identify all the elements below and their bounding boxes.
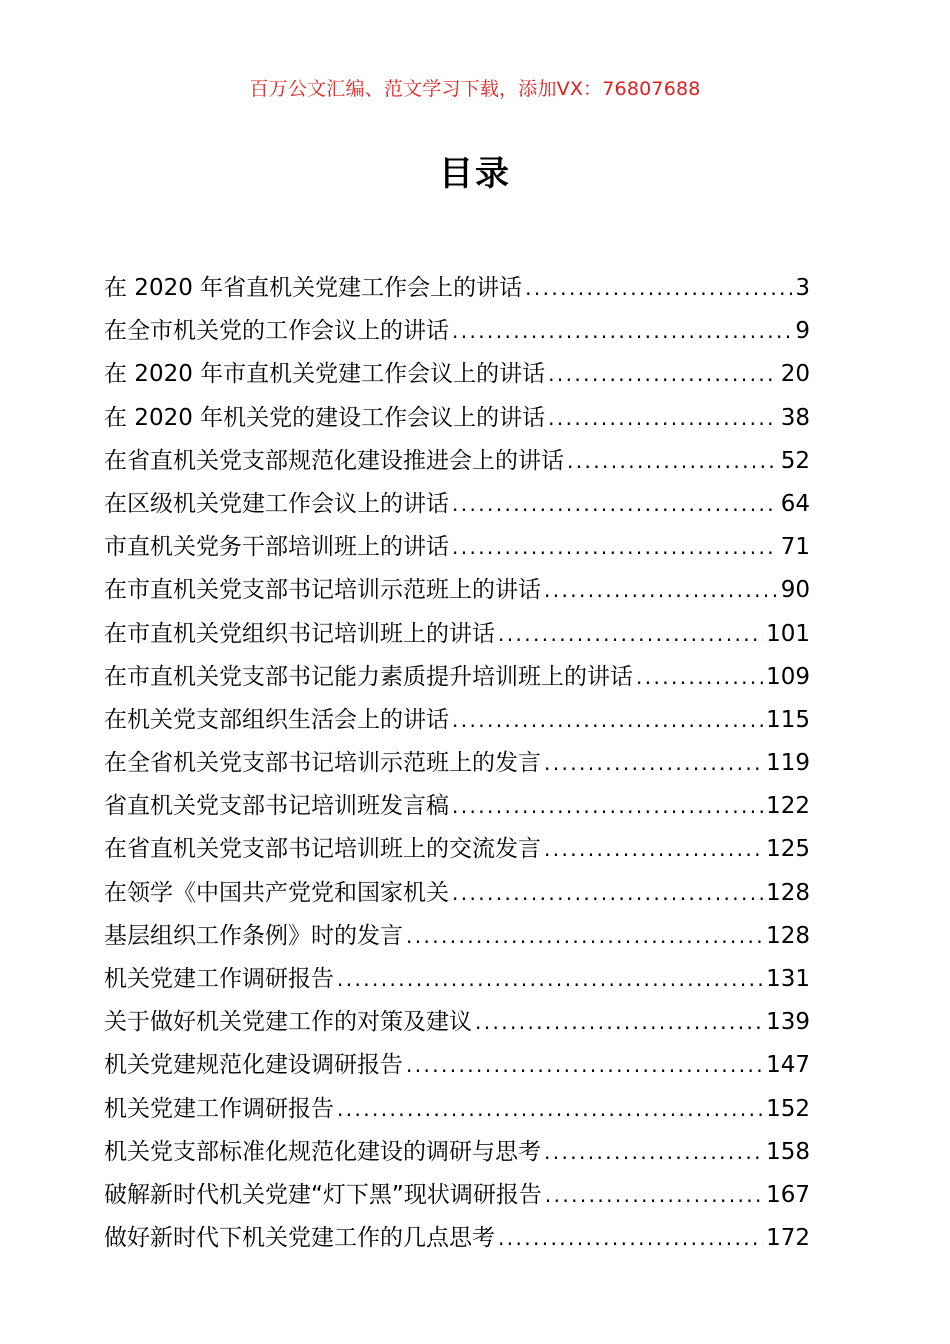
- toc-entry-page-number: 131: [766, 966, 810, 992]
- toc-dot-leader: [567, 440, 778, 483]
- toc-entry[interactable]: [104, 872, 810, 915]
- toc-entry-title: 破解新时代机关党建“灯下黑”现状调研报告: [104, 1181, 542, 1208]
- toc-entry[interactable]: [104, 353, 810, 396]
- toc-entry-title: 机关党建工作调研报告: [104, 966, 334, 992]
- toc-entry-page-number: 9: [795, 318, 810, 345]
- toc-entry[interactable]: [104, 785, 810, 828]
- toc-dot-leader: [475, 1001, 763, 1044]
- toc-entry-page-number: 125: [766, 836, 810, 863]
- toc-entry-page-number: 119: [766, 750, 810, 777]
- toc-entry-page-number: 20: [780, 361, 810, 388]
- toc-entry-title: 在全市机关党的工作会议上的讲话: [104, 318, 449, 345]
- toc-entry[interactable]: [104, 1001, 810, 1044]
- toc-entry-title: 在 2020 年市直机关党建工作会议上的讲话: [104, 361, 546, 388]
- toc-dot-leader: [544, 1131, 763, 1174]
- toc-entry[interactable]: [104, 310, 810, 353]
- toc-entry-page-number: 122: [766, 793, 810, 820]
- toc-dot-leader: [452, 526, 778, 569]
- toc-dot-leader: [544, 569, 778, 612]
- toc-title: 目录: [439, 154, 511, 194]
- toc-dot-leader: [452, 310, 792, 353]
- toc-dot-leader: [337, 1088, 763, 1131]
- toc-entry[interactable]: [104, 915, 810, 958]
- toc-entry-page-number: 152: [766, 1095, 810, 1122]
- toc-dot-leader: [452, 872, 763, 915]
- toc-entry[interactable]: [104, 267, 810, 310]
- toc-entry-page-number: 158: [766, 1138, 810, 1165]
- toc-entry[interactable]: [104, 483, 810, 526]
- toc-dot-leader: [636, 656, 763, 699]
- toc-dot-leader: [406, 1044, 763, 1087]
- toc-entry-title: 在区级机关党建工作会议上的讲话: [104, 490, 449, 517]
- toc-entry-page-number: 139: [766, 1009, 810, 1036]
- toc-entry-page-number: 52: [780, 447, 810, 474]
- toc-entry-title: 在市直机关党组织书记培训班上的讲话: [104, 620, 495, 647]
- toc-entry-title: 机关党支部标准化规范化建设的调研与思考: [104, 1138, 541, 1165]
- toc-entry-page-number: 71: [780, 534, 810, 561]
- toc-entry-page-number: 115: [766, 706, 810, 733]
- toc-entry[interactable]: [104, 656, 810, 699]
- toc-entry-title: 做好新时代下机关党建工作的几点思考: [104, 1225, 495, 1252]
- toc-dot-leader: [544, 742, 763, 785]
- toc-dot-leader: [545, 1174, 763, 1217]
- header-note: 百万公文汇编、范文学习下载，添加VX：76807688: [249, 78, 701, 100]
- toc-dot-leader: [452, 699, 763, 742]
- toc-entry-page-number: 147: [766, 1052, 810, 1079]
- toc-entry-page-number: 64: [780, 490, 810, 517]
- toc-entry[interactable]: [104, 699, 810, 742]
- toc-entry[interactable]: [104, 397, 810, 440]
- toc-entry[interactable]: [104, 1217, 810, 1260]
- toc-entry[interactable]: [104, 1044, 810, 1087]
- toc-entry-page-number: 167: [766, 1181, 810, 1208]
- toc-entry-title: 关于做好机关党建工作的对策及建议: [104, 1009, 472, 1036]
- toc-dot-leader: [544, 828, 763, 871]
- toc-entry-title: 市直机关党务干部培训班上的讲话: [104, 534, 449, 561]
- toc-entry-title: 在 2020 年机关党的建设工作会议上的讲话: [104, 404, 546, 431]
- toc-entry[interactable]: [104, 613, 810, 656]
- toc-dot-leader: [548, 353, 778, 396]
- toc-entry[interactable]: [104, 440, 810, 483]
- toc-entry[interactable]: [104, 569, 810, 612]
- toc-entry-page-number: 38: [780, 404, 810, 431]
- toc-entry-page-number: 3: [795, 275, 810, 301]
- toc-dot-leader: [498, 1217, 763, 1260]
- toc-entry-page-number: 128: [766, 922, 810, 949]
- toc-entry-title: 在机关党支部组织生活会上的讲话: [104, 706, 449, 733]
- toc-entry-title: 机关党建规范化建设调研报告: [104, 1052, 403, 1079]
- toc-entry-title: 机关党建工作调研报告: [104, 1095, 334, 1122]
- toc-dot-leader: [337, 958, 763, 1001]
- toc-entry-title: 在全省机关党支部书记培训示范班上的发言: [104, 750, 541, 777]
- toc-entry-title: 在市直机关党支部书记能力素质提升培训班上的讲话: [104, 663, 633, 690]
- toc-entry[interactable]: [104, 958, 810, 1001]
- toc-dot-leader: [452, 483, 778, 526]
- toc-entry-page-number: 101: [766, 620, 810, 647]
- toc-dot-leader: [525, 267, 792, 310]
- toc-dot-leader: [406, 915, 763, 958]
- toc-entry[interactable]: [104, 742, 810, 785]
- toc-entry-page-number: 109: [766, 663, 810, 690]
- toc-entry[interactable]: [104, 1174, 810, 1217]
- toc-dot-leader: [548, 397, 778, 440]
- toc-entry-title: 在省直机关党支部书记培训班上的交流发言: [104, 836, 541, 863]
- toc-entry-page-number: 128: [766, 879, 810, 906]
- table-of-contents: [104, 267, 810, 1260]
- toc-entry-page-number: 90: [780, 577, 810, 604]
- toc-entry-page-number: 172: [766, 1225, 810, 1252]
- toc-entry[interactable]: [104, 1131, 810, 1174]
- toc-entry-title: 基层组织工作条例》时的发言: [104, 922, 403, 949]
- toc-entry-title: 在领学《中国共产党党和国家机关: [104, 879, 449, 906]
- toc-entry-title: 在市直机关党支部书记培训示范班上的讲话: [104, 577, 541, 604]
- toc-entry[interactable]: [104, 828, 810, 871]
- toc-entry-title: 在省直机关党支部规范化建设推进会上的讲话: [104, 447, 564, 474]
- toc-dot-leader: [452, 785, 763, 828]
- toc-entry-title: 省直机关党支部书记培训班发言稿: [104, 793, 449, 820]
- toc-entry[interactable]: [104, 1088, 810, 1131]
- toc-dot-leader: [498, 613, 763, 656]
- toc-entry[interactable]: [104, 526, 810, 569]
- toc-entry-title: 在 2020 年省直机关党建工作会上的讲话: [104, 275, 523, 301]
